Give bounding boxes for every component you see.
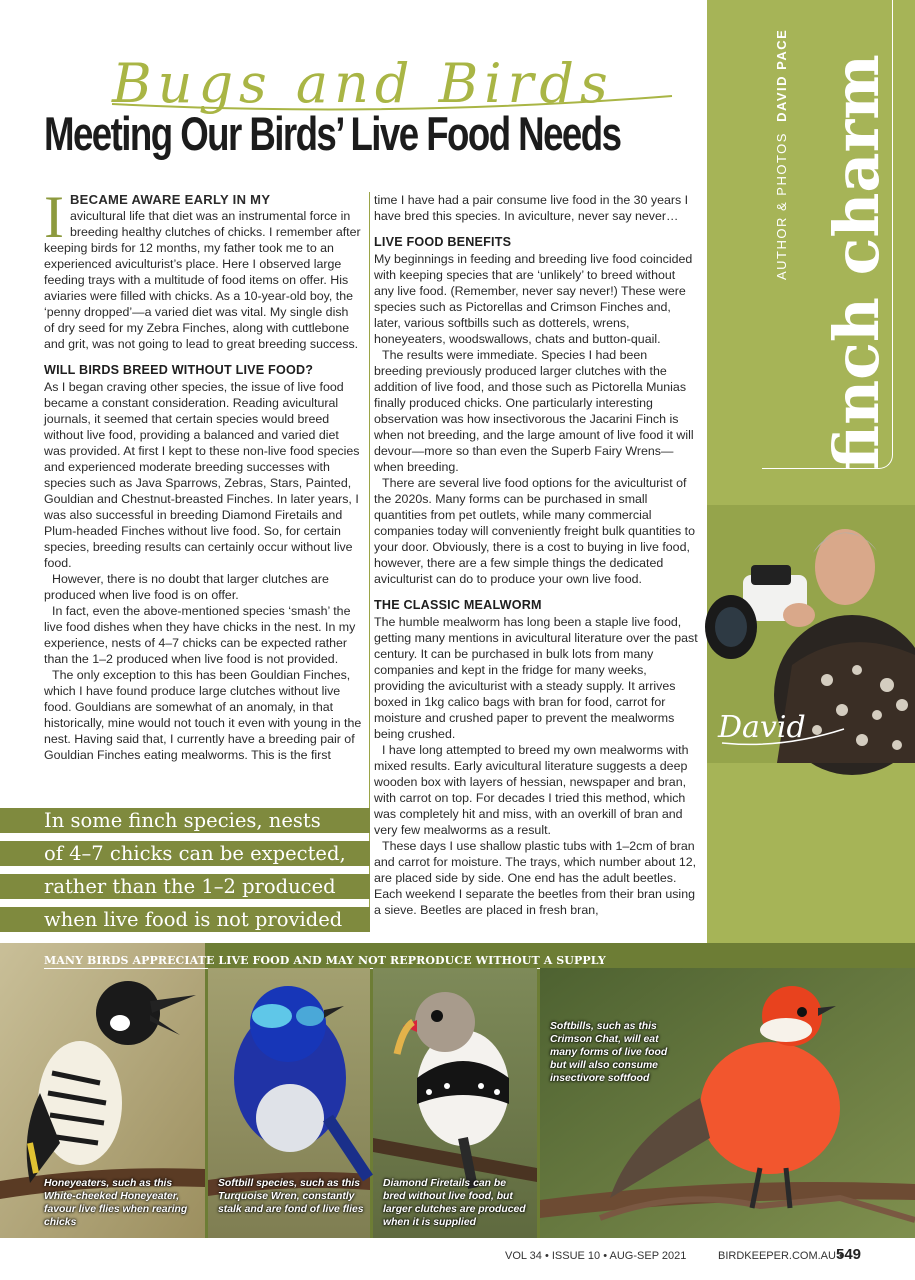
paragraph: As I began craving other species, the issue of live food became a constant consideration. Reading avicultural journals, it seemed that certain species would breed without live food, providing a balanced and varied diet was provided. At first I kept to these non-live food species and experienced moderate breeding successes with species such as Java Sparrows, Zebras, Stars, Painted, Gouldian and Chestnut-breasted Finches. In later years, I was also successful in breeding Diamond Firetails and Plum-headed Finches without live food. So, for certain species, breeding results can certainly occur without live food.: [44, 380, 360, 570]
author-label: AUTHOR & PHOTOS: [774, 132, 789, 280]
script-title-text: Bugs and Birds: [112, 52, 614, 115]
paragraph: I have long attempted to breed my own mealworms with mixed results. Early avicultural literature suggests a deep wooden box with layers of hessian, newspaper and bran, with carrot on top. For decades I tried this method, which was completely hit and miss, with an overkill of bran and very few mealworms as a result.: [374, 743, 689, 837]
page-title: Meeting Our Birds’ Live Food Needs: [44, 107, 621, 160]
photo-caption: Diamond Firetails can be bred without live food, but larger clutches are produced when it is supplied: [383, 1178, 526, 1228]
site-url: BIRDKEEPER.COM.AU •: [718, 1250, 843, 1262]
pull-quote-line: In some finch species, nests: [0, 808, 370, 833]
paragraph: In fact, even the above-mentioned species ‘smash’ the live food dishes when they have chicks in the nest. In my experience, nests of 4–7 chicks can be expected rather than the 1–2 produced when live food is not provided.: [44, 604, 356, 666]
section-heading-2: LIVE FOOD BENEFITS: [374, 235, 512, 249]
crimson-chat-photo: [540, 968, 915, 1238]
svg-text:AUTHOR & PHOTOS DAVID PACE: [774, 29, 789, 280]
article-column-2: [374, 192, 698, 918]
paragraph: time I have had a pair consume live food in the 30 years I have bred this species. In aviculture, never say never…: [374, 193, 689, 223]
series-logo-text: finch charm: [820, 54, 893, 470]
lead-paragraph: [44, 184, 362, 352]
series-logo: [820, 40, 893, 480]
paragraph: The humble mealworm has long been a staple live food, getting many mentions in avicultural literature over the past century. It can be purchased in bulk lots from many companies and kept in the fridge for many weeks, providing the aviculturist with a steady supply. It arrives boxed in 1kg calico bags with bran for food, carrot for moisture and crushed paper to prevent the mealworms being crushed.: [374, 615, 698, 741]
photo-caption: Softbills, such as this Crimson Chat, will eat many forms of live food but will also consume insectivore softfood: [550, 1021, 668, 1084]
paragraph: However, there is no doubt that larger clutches are produced when live food is on offer.: [44, 572, 329, 602]
paragraph: The only exception to this has been Gouldian Finches, which I have found produce large clutches without live food. Gouldians are somewhat of an anomaly, in that historically, mine would not touch it even with young in the nest. Having said that, I currently have a breeding pair of Gouldian Finches eating mealworms. This is the first: [44, 668, 362, 762]
lead-caps: BECAME AWARE EARLY IN MY: [69, 192, 271, 207]
pull-quote: [0, 808, 370, 940]
photo-caption: Honeyeaters, such as this White-cheeked Honeyeater, favour live flies when rearing chicks: [44, 1178, 188, 1228]
paragraph: There are several live food options for the aviculturist of the 2020s. Many forms can be purchased in small quantities from pet outlets, while many commercial companies today will conveniently freight bulk quantities to your door. Obviously, there is a cost to buying in live food, however, there are a few simple things the dedicated aviculturist can do to produce your own live food.: [374, 476, 695, 586]
paragraph: These days I use shallow plastic tubs with 1–2cm of bran and carrot for moisture. The trays, which number about 12, are placed side by side. One end has the adult beetles. Each weekend I separate the beetles from their bran using a sieve. Beetles are placed in fresh bran,: [374, 839, 697, 917]
drop-cap: I: [44, 184, 64, 250]
paragraph: The results were immediate. Species I had been breeding previously produced larger clutches with the addition of live food, and those such as Pictorella Munias finally produced chicks. One particularly interesting observation was how insectivorous the Jacarini Finch is when not breeding, and the large amount of live food it will devour—more so than even the Superb Fairy Wrens—when breeding.: [374, 348, 694, 474]
issue-info: VOL 34 • ISSUE 10 • AUG-SEP 2021: [505, 1250, 687, 1262]
page-number: 549: [836, 1246, 862, 1263]
lead-text: avicultural life that diet was an instrumental force in breeding healthy clutches of chicks. I remember after keeping birds for 12 months, my father took me to an experienced aviculturist’s place. Here I observed large feeding trays with a multitude of food items on offer. His aviaries were filled with chicks. As a 10-year-old boy, the ‘penny dropped’—a varied diet was vital. My single dish of dry seed for my Zebra Finches, along with cuttlebone and grit, was not going to lead to great breeding success.: [44, 209, 361, 351]
section-heading-1: WILL BIRDS BREED WITHOUT LIVE FOOD?: [44, 363, 314, 377]
signature-text: David: [718, 710, 806, 745]
author-name: DAVID PACE: [774, 28, 789, 122]
paragraph: My beginnings in feeding and breeding live food coincided with keeping species that are ‘unlikely’ to breed without any live food. (Remember, never say never!) These were species such as Pictorellas and Crimson Finches and, later, various softbills such as dotterels, wrens, honeyeaters, woodswallows, chats and button-quail.: [374, 252, 693, 346]
pull-quote-line: when live food is not provided: [0, 907, 370, 932]
pull-quote-line: rather than the 1–2 produced: [0, 874, 370, 899]
photo-strip-header: MANY BIRDS APPRECIATE LIVE FOOD AND MAY NOT REPRODUCE WITHOUT A SUPPLY: [44, 954, 606, 967]
signature: [712, 695, 852, 755]
author-credit: [770, 28, 792, 280]
photo-caption: Softbill species, such as this Turquoise Wren, constantly stalk and are fond of live flies: [218, 1178, 364, 1215]
section-heading-3: THE CLASSIC MEALWORM: [374, 598, 542, 612]
article-column-1: [44, 184, 362, 763]
pull-quote-line: of 4–7 chicks can be expected,: [0, 841, 370, 866]
